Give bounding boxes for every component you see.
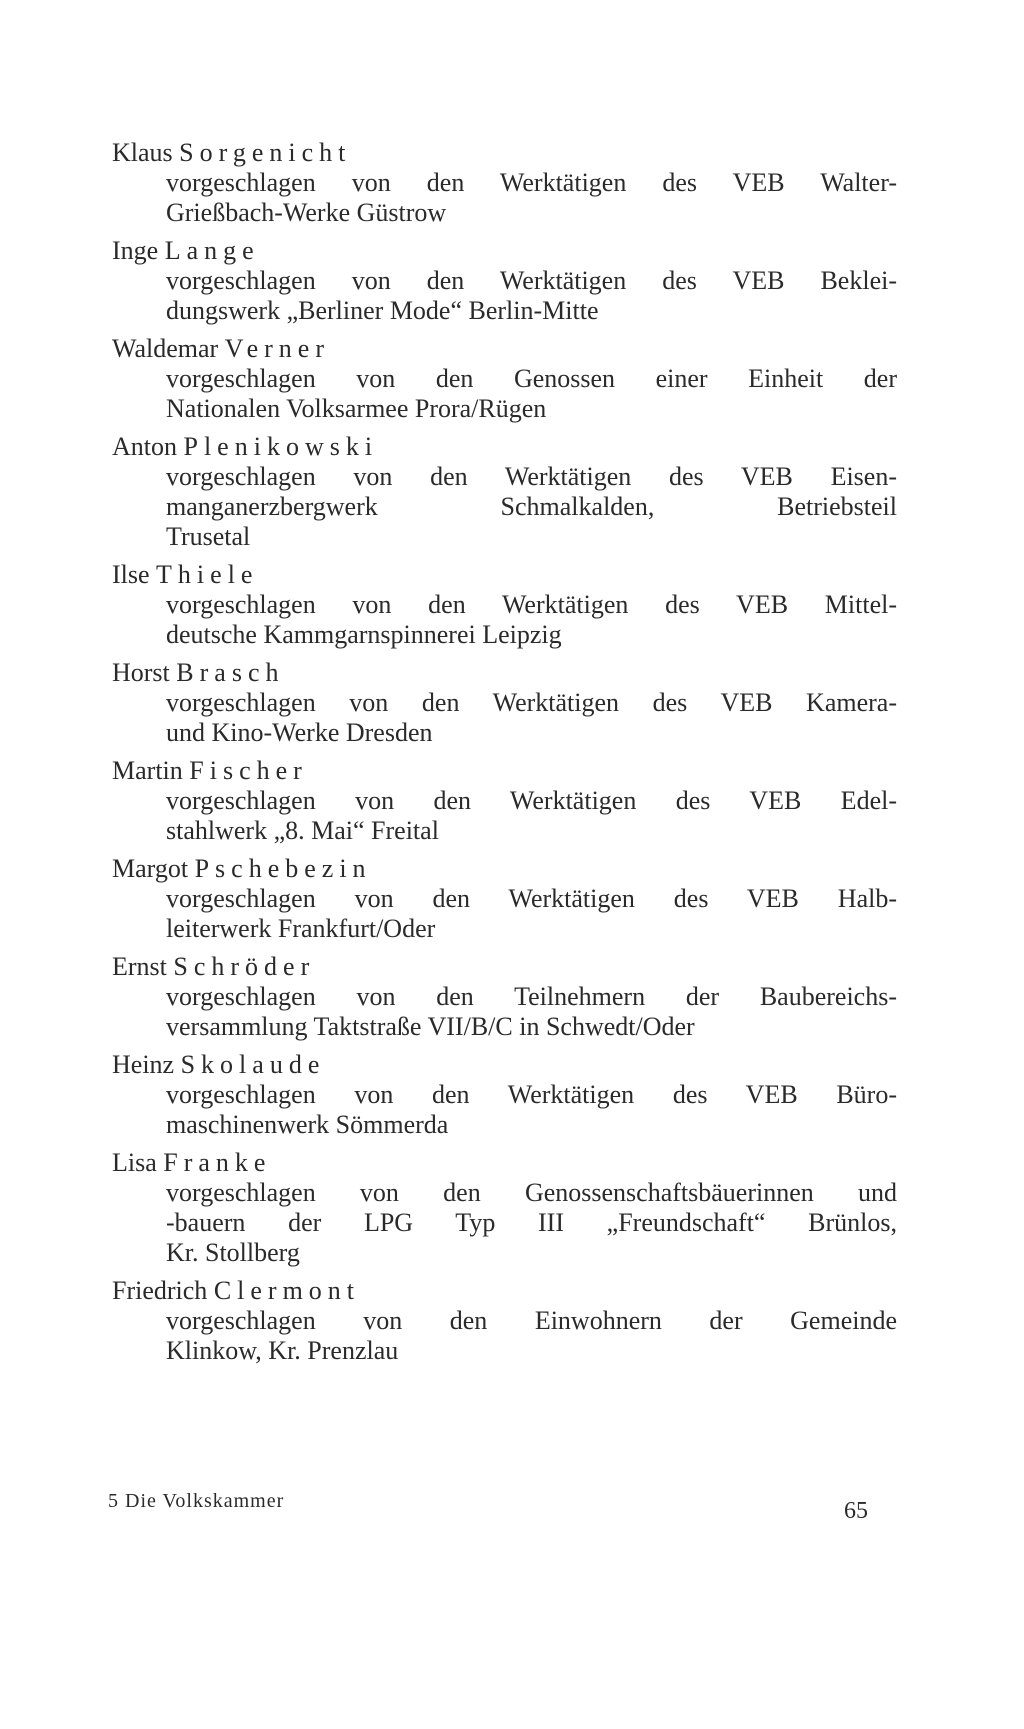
nomination-text — [166, 884, 897, 944]
candidate-name — [112, 236, 897, 266]
surname: Sorgenicht — [179, 138, 352, 167]
nomination-line: Klinkow, Kr. Prenzlau — [166, 1336, 399, 1365]
nomination-text — [166, 1080, 897, 1140]
nomination-line: versammlung Taktstraße VII/B/C in Schwedt/Oder — [166, 1012, 695, 1041]
candidate-entry — [112, 560, 897, 650]
nomination-line: deutsche Kammgarnspinnerei Leipzig — [166, 620, 562, 649]
surname: Franke — [163, 1148, 272, 1177]
surname: Brasch — [176, 658, 285, 687]
surname: Skolaude — [180, 1050, 326, 1079]
candidate-name — [112, 1276, 897, 1306]
candidate-name — [112, 952, 897, 982]
first-name: Ernst — [112, 952, 167, 981]
nomination-line: Nationalen Volksarmee Prora/Rügen — [166, 394, 547, 423]
nomination-line: vorgeschlagen von den Werktätigen des VEB Mittel- — [166, 590, 897, 619]
nomination-line: -bauern der LPG Typ III „Freundschaft“ Brünlos, — [166, 1208, 897, 1237]
nomination-line: vorgeschlagen von den Werktätigen des VEB Walter- — [166, 168, 897, 197]
first-name: Ilse — [112, 560, 150, 589]
candidate-name — [112, 432, 897, 462]
nomination-line: vorgeschlagen von den Einwohnern der Gemeinde — [166, 1306, 897, 1335]
nomination-text — [166, 364, 897, 424]
nomination-text — [166, 1306, 897, 1366]
first-name: Martin — [112, 756, 183, 785]
nomination-line: Kr. Stollberg — [166, 1238, 300, 1267]
nomination-line: maschinenwerk Sömmerda — [166, 1110, 449, 1139]
nomination-text — [166, 786, 897, 846]
first-name: Heinz — [112, 1050, 175, 1079]
first-name: Anton — [112, 432, 177, 461]
nomination-line: und Kino-Werke Dresden — [166, 718, 433, 747]
surname: Plenikowski — [183, 432, 379, 461]
nomination-text — [166, 982, 897, 1042]
nomination-line: vorgeschlagen von den Teilnehmern der Baubereichs- — [166, 982, 897, 1011]
candidate-name — [112, 658, 897, 688]
nomination-text — [166, 266, 897, 326]
signature-mark: 5 Die Volkskammer — [108, 1490, 285, 1512]
nomination-text — [166, 1178, 897, 1268]
first-name: Margot — [112, 854, 189, 883]
first-name: Waldemar — [112, 334, 219, 363]
first-name: Inge — [112, 236, 159, 265]
nomination-text — [166, 462, 897, 552]
candidate-entry — [112, 334, 897, 424]
page-footer — [108, 1490, 868, 1526]
first-name: Lisa — [112, 1148, 157, 1177]
candidate-name — [112, 334, 897, 364]
nomination-line: dungswerk „Berliner Mode“ Berlin-Mitte — [166, 296, 599, 325]
candidate-entry — [112, 756, 897, 846]
surname: Lange — [164, 236, 260, 265]
nomination-line: vorgeschlagen von den Werktätigen des VEB Edel- — [166, 786, 897, 815]
nomination-line: vorgeschlagen von den Werktätigen des VEB Halb- — [166, 884, 897, 913]
candidate-name — [112, 854, 897, 884]
surname: Clermont — [213, 1276, 361, 1305]
nomination-line: vorgeschlagen von den Genossenschaftsbäuerinnen und — [166, 1178, 897, 1207]
first-name: Horst — [112, 658, 170, 687]
candidate-name — [112, 1050, 897, 1080]
nomination-line: Trusetal — [166, 522, 251, 551]
surname: Thiele — [156, 560, 259, 589]
nomination-text — [166, 590, 897, 650]
candidate-entry — [112, 854, 897, 944]
candidate-entry — [112, 1276, 897, 1366]
candidate-entry — [112, 138, 897, 228]
nomination-line: leiterwerk Frankfurt/Oder — [166, 914, 436, 943]
candidate-entry — [112, 236, 897, 326]
first-name: Friedrich — [112, 1276, 208, 1305]
candidate-entry — [112, 952, 897, 1042]
nomination-line: vorgeschlagen von den Werktätigen des VEB Kamera- — [166, 688, 897, 717]
nomination-line: stahlwerk „8. Mai“ Freital — [166, 816, 439, 845]
nomination-line: vorgeschlagen von den Werktätigen des VEB Büro- — [166, 1080, 897, 1109]
surname: Schröder — [173, 952, 316, 981]
candidate-name — [112, 756, 897, 786]
candidate-entry — [112, 1148, 897, 1268]
surname: Pschebezin — [194, 854, 372, 883]
surname: Verner — [224, 334, 330, 363]
candidate-name — [112, 1148, 897, 1178]
nomination-line: manganerzbergwerk Schmalkalden, Betriebsteil — [166, 492, 897, 521]
nomination-line: vorgeschlagen von den Werktätigen des VEB Beklei- — [166, 266, 897, 295]
page-number: 65 — [844, 1498, 868, 1524]
candidate-name — [112, 560, 897, 590]
candidate-list — [112, 138, 897, 1374]
candidate-entry — [112, 658, 897, 748]
nomination-text — [166, 168, 897, 228]
nomination-line: Grießbach-Werke Güstrow — [166, 198, 447, 227]
nomination-text — [166, 688, 897, 748]
nomination-line: vorgeschlagen von den Genossen einer Einheit der — [166, 364, 897, 393]
first-name: Klaus — [112, 138, 173, 167]
nomination-line: vorgeschlagen von den Werktätigen des VEB Eisen- — [166, 462, 897, 491]
surname: Fischer — [189, 756, 308, 785]
candidate-entry — [112, 1050, 897, 1140]
candidate-name — [112, 138, 897, 168]
candidate-entry — [112, 432, 897, 552]
